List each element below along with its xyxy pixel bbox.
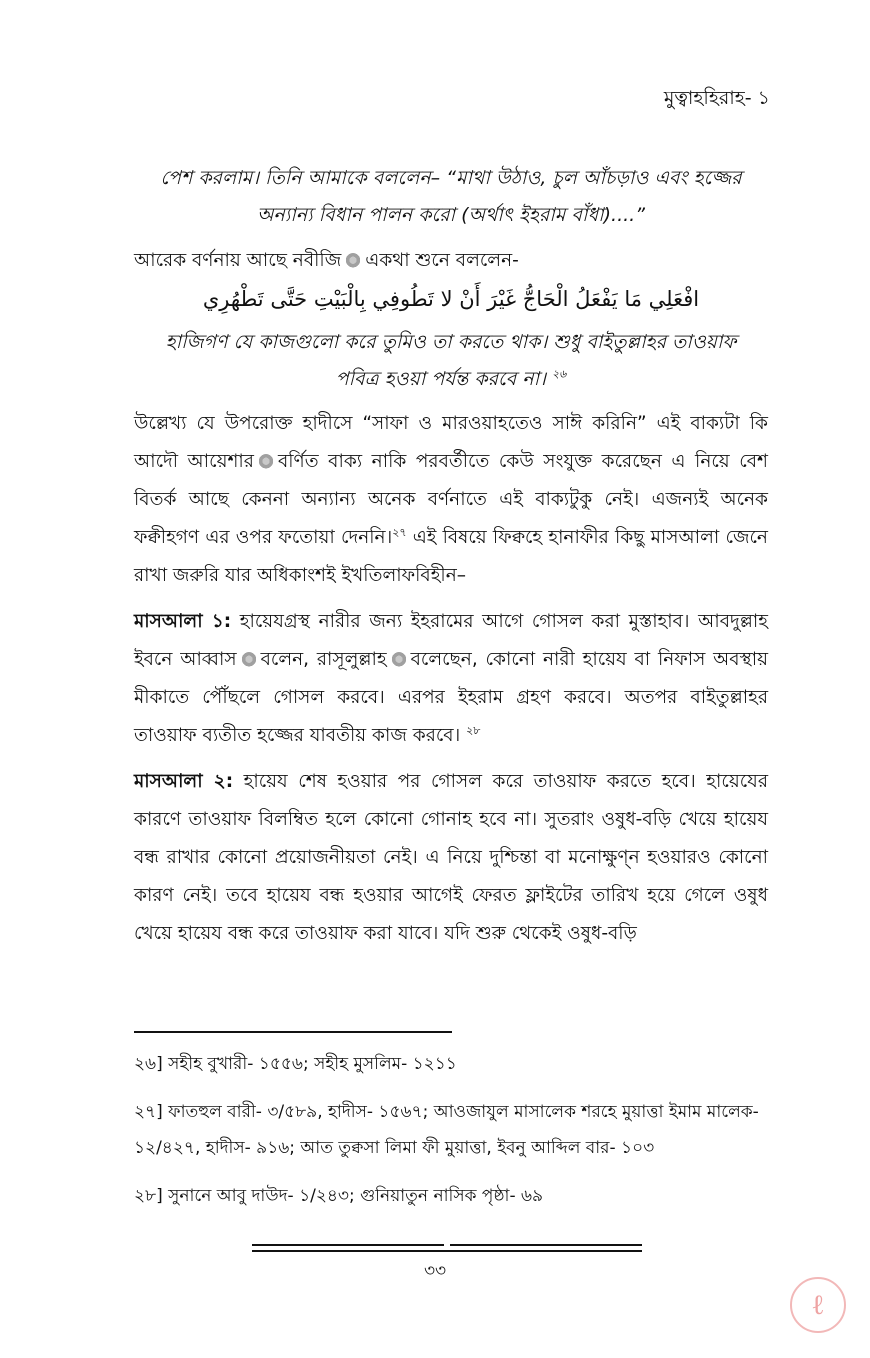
running-title: মুত্বাহহিরাহ- ১: [663, 87, 770, 109]
footer-ornament-rule: [252, 1244, 642, 1256]
masala-1: মাসআলা ১: হায়েযগ্রস্থ নারীর জন্য ইহরামের আগে গোসল করা মুস্তাহাব। আবদুল্লাহ ইবনে আব্বাস বলেন, রাসূলুল্লাহ বলেছেন, কোনো নারী হায়েয বা নিফাস অবস্থায় মীকাতে পৌঁছলে গোসল করবে। এরপর ইহরাম গ্রহণ করবে। অতপর বাইতুল্লাহর তাওয়াফ ব্যতীত হজ্জের যাবতীয় কাজ করবে। $^{২৮}$: [134, 611, 769, 746]
footnote-ref[interactable]: ২৭: [392, 525, 407, 539]
footnote-divider: [134, 1031, 452, 1033]
footnote: ২৮] সুনানে আবু দাউদ- ১/২৪৩; গুনিয়াতুন নাসিক পৃষ্ঠা- ৬৯: [134, 1186, 544, 1206]
honorific-icon: [345, 253, 361, 269]
quote-line: অন্যান্য বিধান পালন করো (অর্থাৎ ইহরাম বাঁধা)....”: [256, 204, 646, 226]
footnote: ২৭] ফাতহুল বারী- ৩/৫৮৯, হাদীস- ১৫৬৭; আওজাযুল মাসালেক শরহে মুয়াত্তা ইমাম মালেক- ১২/৪২৭, হাদীস- ৯১৬; আত তুক্বসা লিমা ফী মুয়াত্তা, ইবনু আব্দিল বার- ১০৩: [134, 1102, 759, 1158]
honorific-icon: [258, 454, 274, 470]
quote-line: পেশ করলাম। তিনি আমাকে বললেন– “মাথা উঠাও, চুল আঁচড়াও এবং হজ্জের: [160, 167, 742, 189]
arabic-hadith: افْعَلِي مَا يَفْعَلُ الْحَاجُّ غَيْرَ أَنْ لا تَطُوفِي بِالْبَيْتِ حَتَّى تَطْهُرِي: [202, 287, 700, 311]
quote-block-1: [134, 160, 768, 234]
masala-2: মাসআলা ২: হায়েয শেষ হওয়ার পর গোসল করে তাওয়াফ করতে হবে। হায়েযের কারণে তাওয়াফ বিলম্বিত হলে কোনো গোনাহ হবে না। সুতরাং ওষুধ-বড়ি খেয়ে হায়েয বন্ধ রাখার কোনো প্রয়োজনীয়তা নেই। এ নিয়ে দুশ্চিন্তা বা মনোক্ষুণ্ন হওয়ারও কোনো কারণ নেই। তবে হায়েয বন্ধ হওয়ার আগেই ফেরত ফ্লাইটের তারিখ হয়ে গেলে ওষুধ খেয়ে হায়েয বন্ধ করে তাওয়াফ করা যাবে। যদি শুরু থেকেই ওষুধ-বড়ি: [134, 771, 768, 944]
honorific-icon: [241, 652, 257, 668]
footnote: ২৬] সহীহ বুখারী- ১৫৫৬; সহীহ মুসলিম- ১২১১: [134, 1054, 457, 1074]
intro-text: একথা শুনে বললেন-: [365, 250, 519, 271]
masala-heading: মাসআলা ২:: [134, 771, 234, 792]
footnote-ref[interactable]: ২৮: [466, 723, 481, 737]
page-number: ৩৩: [423, 1261, 447, 1281]
footnotes: [134, 1046, 774, 1226]
honorific-icon: [391, 652, 407, 668]
quote-line: পবিত্র হওয়া পর্যন্ত করবে না। $^{২৬}$: [335, 367, 567, 390]
quote-block-2: [134, 324, 768, 398]
quill-logo-icon: ℓ: [790, 1277, 846, 1333]
footnote-ref[interactable]: ২৬: [551, 367, 567, 381]
quote-line: হাজিগণ যে কাজগুলো করে তুমিও তা করতে থাক। শুধু বাইতুল্লাহর তাওয়াফ: [165, 331, 737, 353]
intro-line: [134, 243, 768, 279]
intro-text: আরেক বর্ণনায় আছে নবীজি: [134, 250, 342, 271]
masala-heading: মাসআলা ১:: [134, 611, 232, 632]
paragraph-1: উল্লেখ্য যে উপরোক্ত হাদীসে “সাফা ও মারওয়াহতেও সাঈ করিনি” এই বাক্যটা কি আদৌ আয়েশার বর্ণিত বাক্য নাকি পরবর্তীতে কেউ সংযুক্ত করেছেন এ নিয়ে বেশ বিতর্ক আছে কেননা অন্যান্য অনেক বর্ণনাতে এই বাক্যটুকু নেই। এজন্যই অনেক ফক্বীহগণ এর ওপর ফতোয়া দেননি।$^{২৭}$ এই বিষয়ে ফিক্বহে হানাফীর কিছু মাসআলা জেনে রাখা জরুরি যার অধিকাংশই ইখতিলাফবিহীন–: [134, 413, 768, 586]
